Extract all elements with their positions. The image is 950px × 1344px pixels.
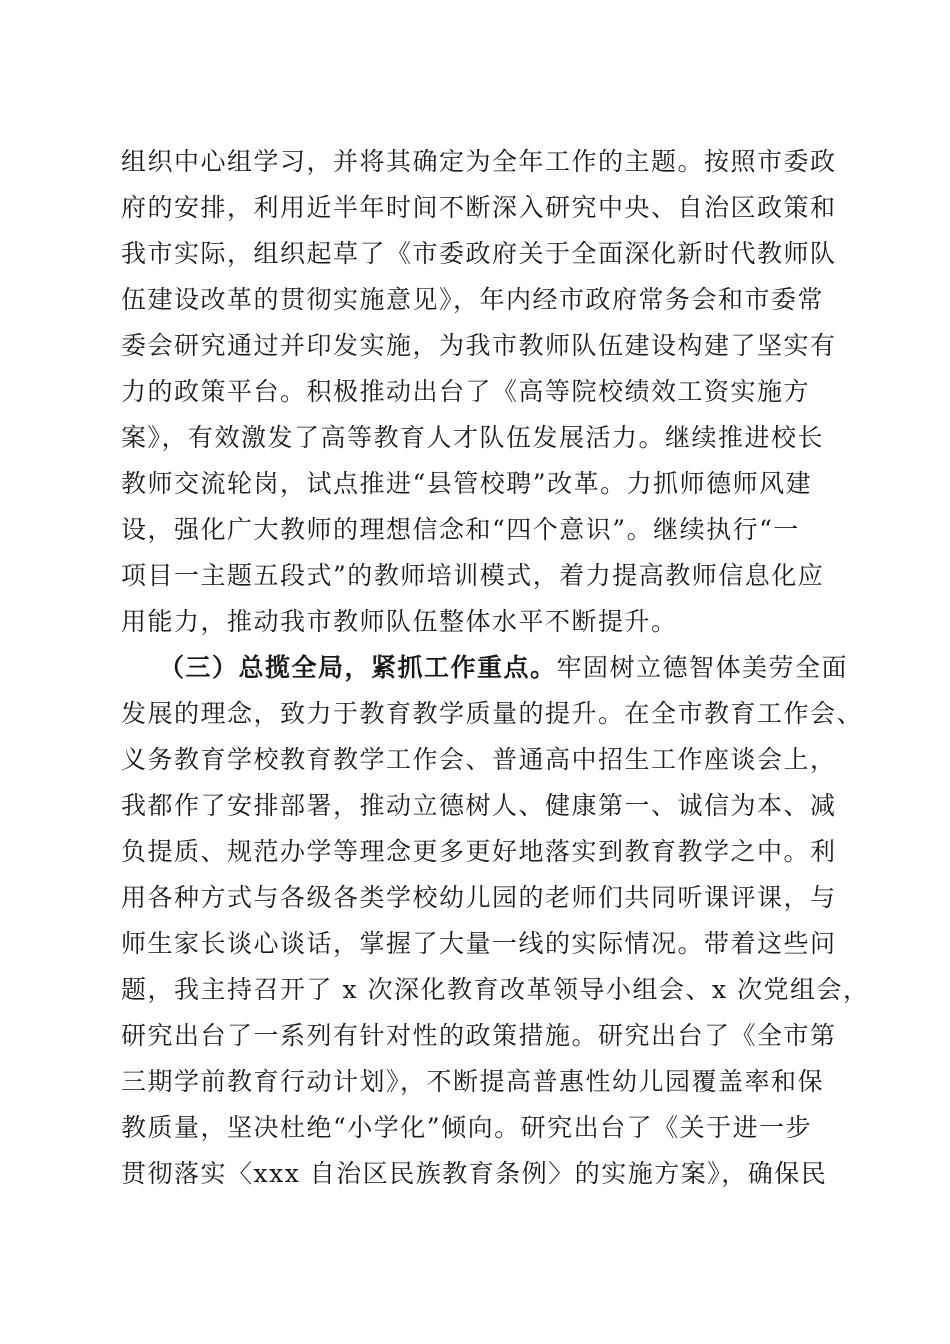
paragraph-line: 设，强化广大教师的理想信念和“四个意识”。继续执行“一	[121, 515, 800, 544]
paragraph-line: 府的安排，利用近半年时间不断深入研究中央、自治区政策和	[121, 193, 837, 222]
paragraph-line: 用各种方式与各级各类学校幼儿园的老师们共同听课评课，与	[121, 883, 837, 912]
paragraph-line: 用能力，推动我市教师队伍整体水平不断提升。	[121, 607, 678, 636]
paragraph-line: 伍建设改革的贯彻实施意见》，年内经市政府常务会和市委常	[121, 285, 825, 314]
paragraph-line: 义务教育学校教育教学工作会、普通高中招生工作座谈会上，	[121, 745, 837, 774]
paragraph-line: 案》，有效激发了高等教育人才队伍发展活力。继续推进校长	[121, 423, 825, 452]
paragraph-line: 项目一主题五段式”的教师培训模式，着力提高教师信息化应	[121, 561, 825, 590]
paragraph-line: 师生家长谈心谈话，掌握了大量一线的实际情况。带着这些问	[121, 929, 837, 958]
paragraph-line: 三期学前教育行动计划》，不断提高普惠性幼儿园覆盖率和保	[121, 1067, 825, 1096]
paragraph-line: 贯彻落实〈xxx 自治区民族教育条例〉的实施方案》，确保民	[121, 1159, 828, 1188]
section-heading: （三）总揽全局，紧抓工作重点。	[159, 653, 557, 682]
section-heading-rest: 牢固树立德智体美劳全面	[556, 653, 849, 682]
section-heading-line	[159, 651, 848, 685]
paragraph-line: 组织中心组学习，并将其确定为全年工作的主题。按照市委政	[121, 147, 837, 176]
paragraph-line: 教师交流轮岗，试点推进“县管校聘”改革。力抓师德师风建	[121, 469, 813, 498]
paragraph-line: 力的政策平台。积极推动出台了《高等院校绩效工资实施方	[121, 377, 811, 406]
paragraph-line: 负提质、规范办学等理念更多更好地落实到教育教学之中。利	[121, 837, 837, 866]
paragraph-line: 研究出台了一系列有针对性的政策措施。研究出台了《全市第	[121, 1021, 837, 1050]
paragraph-line: 我都作了安排部署，推动立德树人、健康第一、诚信为本、减	[121, 791, 837, 820]
paragraph-line: 发展的理念，致力于教育教学质量的提升。在全市教育工作会、	[121, 699, 864, 728]
paragraph-line: 教质量，坚决杜绝“小学化”倾向。研究出台了《关于进一步	[121, 1113, 813, 1142]
paragraph-line: 委会研究通过并印发实施，为我市教师队伍建设构建了坚实有	[121, 331, 837, 360]
paragraph-line: 题，我主持召开了 x 次深化教育改革领导小组会、x 次党组会，	[121, 975, 870, 1004]
paragraph-line: 我市实际，组织起草了《市委政府关于全面深化新时代教师队	[121, 239, 837, 268]
